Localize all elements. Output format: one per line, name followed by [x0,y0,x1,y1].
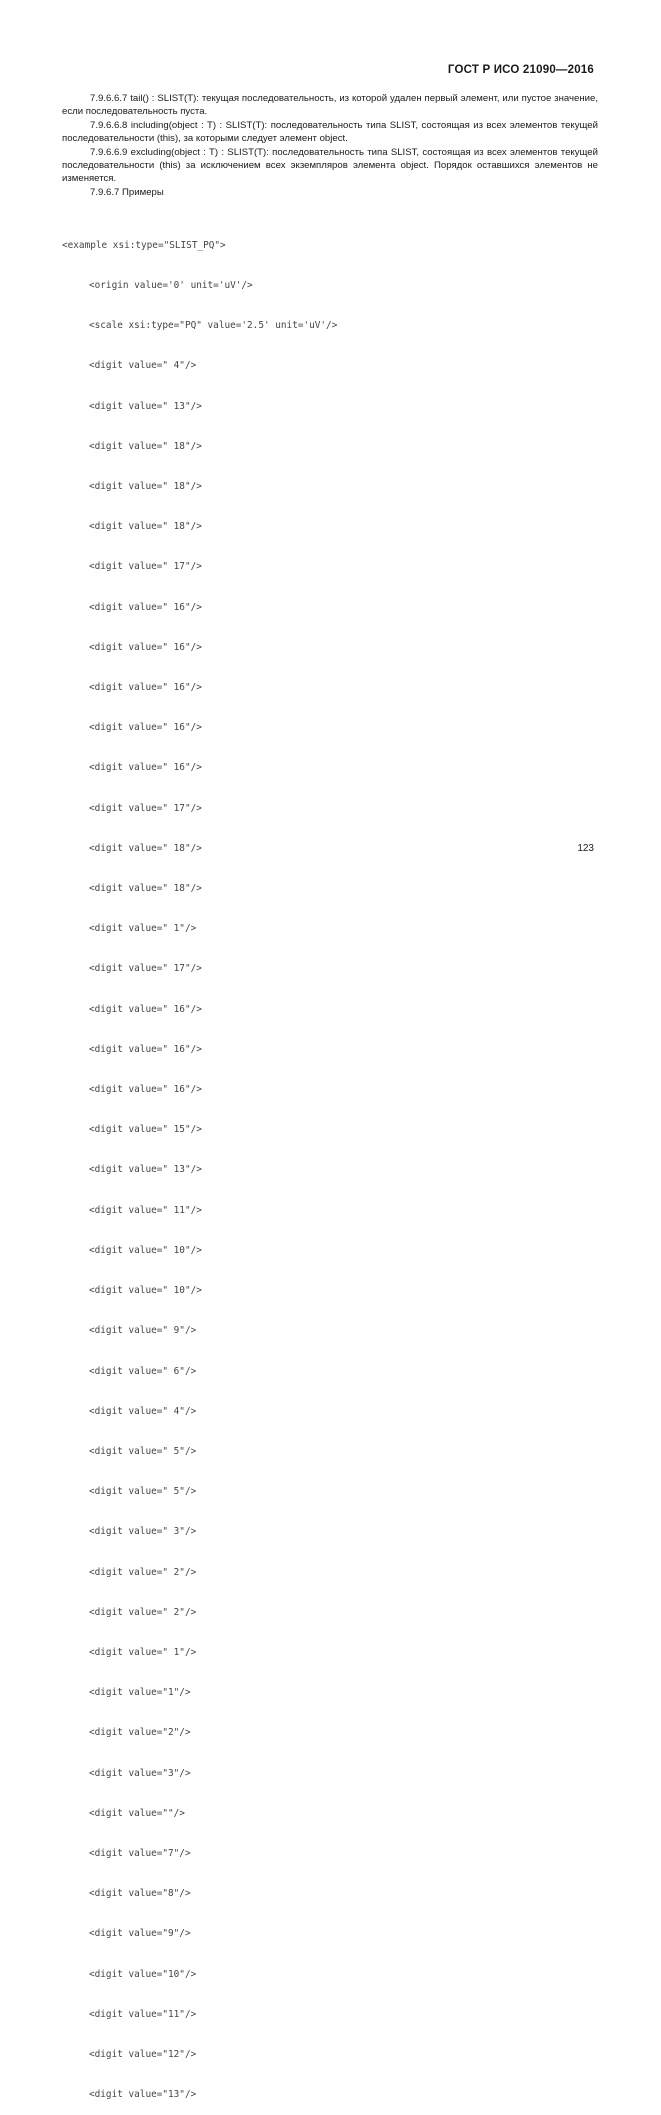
code-line-digit: <digit value="12"/> [89,2048,197,2060]
code-line-digit: <digit value=" 9"/> [89,1325,197,1337]
code-line-digit: <digit value=" 5"/> [89,1445,197,1457]
code-line-digit: <digit value=" 13"/> [89,400,202,412]
code-line-digit: <digit value=" 18"/> [89,440,202,452]
code-line-digit: <digit value="8"/> [89,1888,191,1900]
paragraph-tail: 7.9.6.6.7 tail() : SLIST(T): текущая последовательность, из которой удален первый элемент, или пустое значение, если последовательность пуста. [62,93,598,118]
code-line-digit: <digit value="7"/> [89,1847,191,1859]
code-line-digit: <digit value="2"/> [89,1727,191,1739]
code-line-digit: <digit value=" 16"/> [89,1084,202,1096]
body-text [62,92,598,199]
code-line-digit: <digit value=" 16"/> [89,1043,202,1055]
code-line-digit: <digit value=""/> [89,1807,185,1819]
code-line-digit: <digit value="9"/> [89,1928,191,1940]
code-line-digit: <digit value=" 18"/> [89,883,202,895]
code-line-digit: <digit value="13"/> [89,2089,197,2101]
paragraph-including: 7.9.6.6.8 including(object : T) : SLIST(T): последовательность типа SLIST, состоящая из всех элементов текущей последовательности (this), за которыми следует элемент object. [62,119,598,145]
section-heading-examples: 7.9.6.7 Примеры [90,186,164,198]
code-line-digit: <digit value=" 2"/> [89,1566,197,1578]
code-line-digit: <digit value=" 5"/> [89,1486,197,1498]
code-line-digit: <digit value=" 11"/> [89,1204,202,1216]
code-line-digit: <digit value="3"/> [89,1767,191,1779]
code-line-digit: <digit value=" 17"/> [89,561,202,573]
code-line-digit: <digit value=" 1"/> [89,923,197,935]
code-line-digit: <digit value=" 18"/> [89,521,202,533]
code-line-digit: <digit value=" 3"/> [89,1526,197,1538]
code-line-digit: <digit value=" 15"/> [89,1124,202,1136]
code-line-digit: <digit value=" 16"/> [89,601,202,613]
code-line-digit: <digit value=" 16"/> [89,762,202,774]
code-line-digit: <digit value=" 2"/> [89,1606,197,1618]
paragraph-excluding: 7.9.6.6.9 excluding(object : T) : SLIST(T): последовательность типа SLIST, состоящая из всех элементов текущей последовательности (this) за исключением всех экземпляров элемента object. Порядок оставшихся элементов не изменяется. [62,146,598,185]
code-line-digit: <digit value=" 1"/> [89,1646,197,1658]
code-line-digit: <digit value=" 17"/> [89,802,202,814]
standard-header: ГОСТ Р ИСО 21090—2016 [447,64,594,76]
code-line-digit: <digit value=" 18"/> [89,842,202,854]
code-line-digit: <digit value=" 16"/> [89,1003,202,1015]
code-line-digit: <digit value=" 18"/> [89,481,202,493]
code-line-origin: <origin value='0' unit='uV'/> [89,280,253,292]
code-line-digit: <digit value="10"/> [89,1968,197,1980]
code-line-digit: <digit value=" 4"/> [89,1405,197,1417]
code-line-example-open: <example xsi:type="SLIST_PQ"> [62,239,226,251]
code-line-digit: <digit value="11"/> [89,2008,197,2020]
code-line-digit: <digit value=" 16"/> [89,682,202,694]
code-line-digit: <digit value=" 10"/> [89,1285,202,1297]
code-line-scale: <scale xsi:type="PQ" value='2.5' unit='uV'/> [89,320,338,332]
xml-example-code [62,212,337,2115]
page-number: 123 [577,843,594,854]
code-line-digit: <digit value=" 4"/> [89,360,197,372]
code-line-digit: <digit value=" 10"/> [89,1244,202,1256]
code-line-digit: <digit value=" 16"/> [89,722,202,734]
code-line-digit: <digit value=" 6"/> [89,1365,197,1377]
code-line-digit: <digit value=" 13"/> [89,1164,202,1176]
code-line-digit: <digit value=" 17"/> [89,963,202,975]
code-line-digit: <digit value="1"/> [89,1687,191,1699]
code-line-digit: <digit value=" 16"/> [89,641,202,653]
